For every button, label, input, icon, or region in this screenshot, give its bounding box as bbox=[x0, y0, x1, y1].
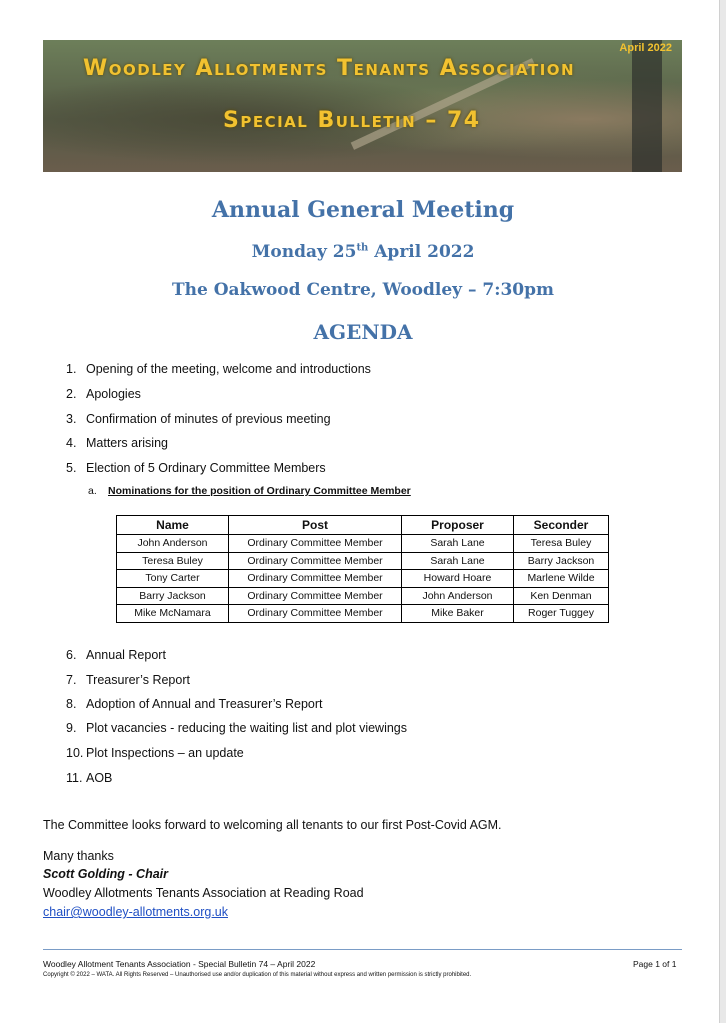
meeting-date: Monday 25th April 2022 bbox=[251, 242, 475, 262]
signer: Scott Golding - Chair bbox=[43, 867, 168, 881]
table-cell: John Anderson bbox=[117, 535, 229, 553]
table-cell: Mike Baker bbox=[402, 605, 514, 623]
table-cell: Ordinary Committee Member bbox=[229, 570, 402, 588]
agenda-item: 5. Election of 5 Ordinary Committee Members bbox=[66, 461, 326, 475]
agenda-item: 9. Plot vacancies - reducing the waiting list and plot viewings bbox=[66, 721, 408, 735]
table-cell: Ordinary Committee Member bbox=[229, 535, 402, 553]
table-cell: Mike McNamara bbox=[117, 605, 229, 623]
table-cell: Marlene Wilde bbox=[514, 570, 609, 588]
table-cell: Sarah Lane bbox=[402, 535, 514, 553]
table-cell: Howard Hoare bbox=[402, 570, 514, 588]
agenda-item: 10. Plot Inspections – an update bbox=[66, 746, 244, 760]
page-title: Annual General Meeting bbox=[211, 197, 515, 223]
table-cell: Teresa Buley bbox=[514, 535, 609, 553]
table-cell: Barry Jackson bbox=[514, 552, 609, 570]
agenda-item: 4. Matters arising bbox=[66, 436, 168, 450]
sub-item: a. Nominations for the position of Ordinary Committee Member bbox=[88, 485, 411, 497]
footer-divider bbox=[43, 949, 682, 950]
agenda-item: 3. Confirmation of minutes of previous meeting bbox=[66, 412, 331, 426]
agenda-item: 2. Apologies bbox=[66, 387, 141, 401]
nominations-table bbox=[116, 515, 609, 623]
table-cell: Ordinary Committee Member bbox=[229, 587, 402, 605]
table-cell: Ordinary Committee Member bbox=[229, 552, 402, 570]
col-header: Seconder bbox=[514, 516, 609, 535]
agenda-item: 6. Annual Report bbox=[66, 648, 166, 662]
agenda-item: 8. Adoption of Annual and Treasurer’s Report bbox=[66, 697, 323, 711]
footer-text: Woodley Allotment Tenants Association - Special Bulletin 74 – April 2022 bbox=[43, 959, 316, 969]
agenda-item: 7. Treasurer’s Report bbox=[66, 673, 190, 687]
page-number: Page 1 of 1 bbox=[633, 959, 677, 969]
col-header: Post bbox=[229, 516, 402, 535]
header-banner-image bbox=[43, 40, 682, 172]
email-link[interactable]: chair@woodley-allotments.org.uk bbox=[43, 905, 228, 919]
table-cell: John Anderson bbox=[402, 587, 514, 605]
table-cell: Teresa Buley bbox=[117, 552, 229, 570]
banner-subtitle: Special Bulletin – 74 bbox=[223, 108, 481, 133]
table-cell: Sarah Lane bbox=[402, 552, 514, 570]
closing-message: The Committee looks forward to welcoming all tenants to our first Post-Covid AGM. bbox=[43, 818, 502, 832]
table-cell: Tony Carter bbox=[117, 570, 229, 588]
thanks: Many thanks bbox=[43, 849, 114, 863]
scrollbar[interactable] bbox=[719, 0, 726, 1023]
banner-title: Woodley Allotments Tenants Association bbox=[83, 56, 576, 81]
table-row bbox=[117, 605, 609, 623]
table-cell: Roger Tuggey bbox=[514, 605, 609, 623]
table-row bbox=[117, 535, 609, 553]
meeting-venue: The Oakwood Centre, Woodley – 7:30pm bbox=[171, 280, 555, 300]
table-row bbox=[117, 570, 609, 588]
agenda-item: 11. AOB bbox=[66, 771, 113, 785]
copyright: Copyright © 2022 – WATA. All Rights Reserved – Unauthorised use and/or duplication of this material without express and written permission is strictly prohibited. bbox=[43, 972, 472, 978]
organisation: Woodley Allotments Tenants Association at Reading Road bbox=[43, 886, 364, 900]
table-row bbox=[117, 552, 609, 570]
table-cell: Barry Jackson bbox=[117, 587, 229, 605]
agenda-item: 1. Opening of the meeting, welcome and introductions bbox=[66, 362, 371, 376]
col-header: Name bbox=[117, 516, 229, 535]
agenda-heading: AGENDA bbox=[313, 320, 413, 344]
table-cell: Ken Denman bbox=[514, 587, 609, 605]
col-header: Proposer bbox=[402, 516, 514, 535]
table-row bbox=[117, 587, 609, 605]
table-cell: Ordinary Committee Member bbox=[229, 605, 402, 623]
banner-date: April 2022 bbox=[619, 42, 672, 54]
